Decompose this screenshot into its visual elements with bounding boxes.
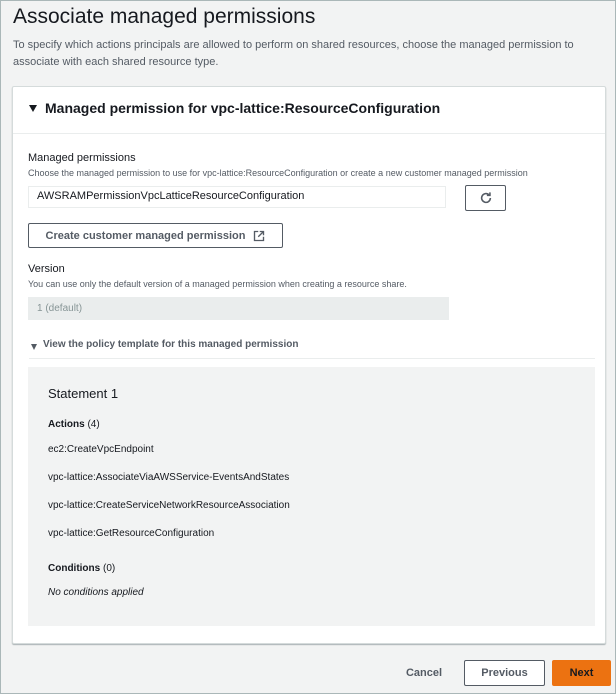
managed-permissions-label: Managed permissions	[28, 152, 136, 164]
version-hint: You can use only the default version of a managed permission when creating a resource share.	[28, 279, 407, 289]
external-link-icon	[253, 230, 265, 242]
container-title: Managed permission for vpc-lattice:ResourceConfiguration	[45, 100, 441, 116]
action-item: vpc-lattice:CreateServiceNetworkResourceAssociation	[48, 500, 290, 511]
action-item: ec2:CreateVpcEndpoint	[48, 444, 154, 455]
next-button[interactable]: Next	[552, 660, 611, 686]
conditions-heading	[48, 563, 115, 574]
caret-down-icon	[31, 344, 37, 350]
create-customer-managed-permission-button[interactable]	[28, 223, 283, 248]
create-button-label: Create customer managed permission	[45, 229, 246, 242]
actions-heading	[48, 419, 100, 430]
policy-template-panel	[28, 367, 595, 626]
page-title: Associate managed permissions	[13, 5, 316, 28]
policy-template-expander[interactable]	[29, 338, 595, 359]
previous-button[interactable]: Previous	[464, 660, 545, 686]
version-input: 1 (default)	[28, 297, 449, 320]
actions-label: Actions	[48, 419, 85, 430]
conditions-count: (0)	[103, 563, 116, 574]
statement-title: Statement 1	[48, 386, 119, 401]
action-item: vpc-lattice:GetResourceConfiguration	[48, 528, 215, 539]
cancel-button[interactable]: Cancel	[405, 667, 443, 679]
managed-permissions-hint: Choose the managed permission to use for vpc-lattice:ResourceConfiguration or create a new customer managed permission	[28, 168, 528, 178]
caret-down-icon	[29, 105, 37, 112]
action-item: vpc-lattice:AssociateViaAWSService-EventsAndStates	[48, 472, 290, 483]
version-label: Version	[28, 263, 65, 275]
policy-template-expander-label: View the policy template for this managed permission	[43, 339, 299, 350]
refresh-button[interactable]	[465, 185, 506, 211]
no-conditions-text: No conditions applied	[48, 587, 144, 598]
managed-permission-header-toggle[interactable]	[13, 87, 605, 134]
refresh-icon	[479, 191, 493, 205]
managed-permission-select[interactable]: AWSRAMPermissionVpcLatticeResourceConfiguration	[28, 186, 446, 208]
managed-permission-container	[12, 86, 606, 644]
page-description: To specify which actions principals are allowed to perform on shared resources, choose the managed permission to associate with each shared resource type.	[13, 39, 574, 68]
conditions-label: Conditions	[48, 563, 101, 574]
actions-count: (4)	[87, 419, 100, 430]
